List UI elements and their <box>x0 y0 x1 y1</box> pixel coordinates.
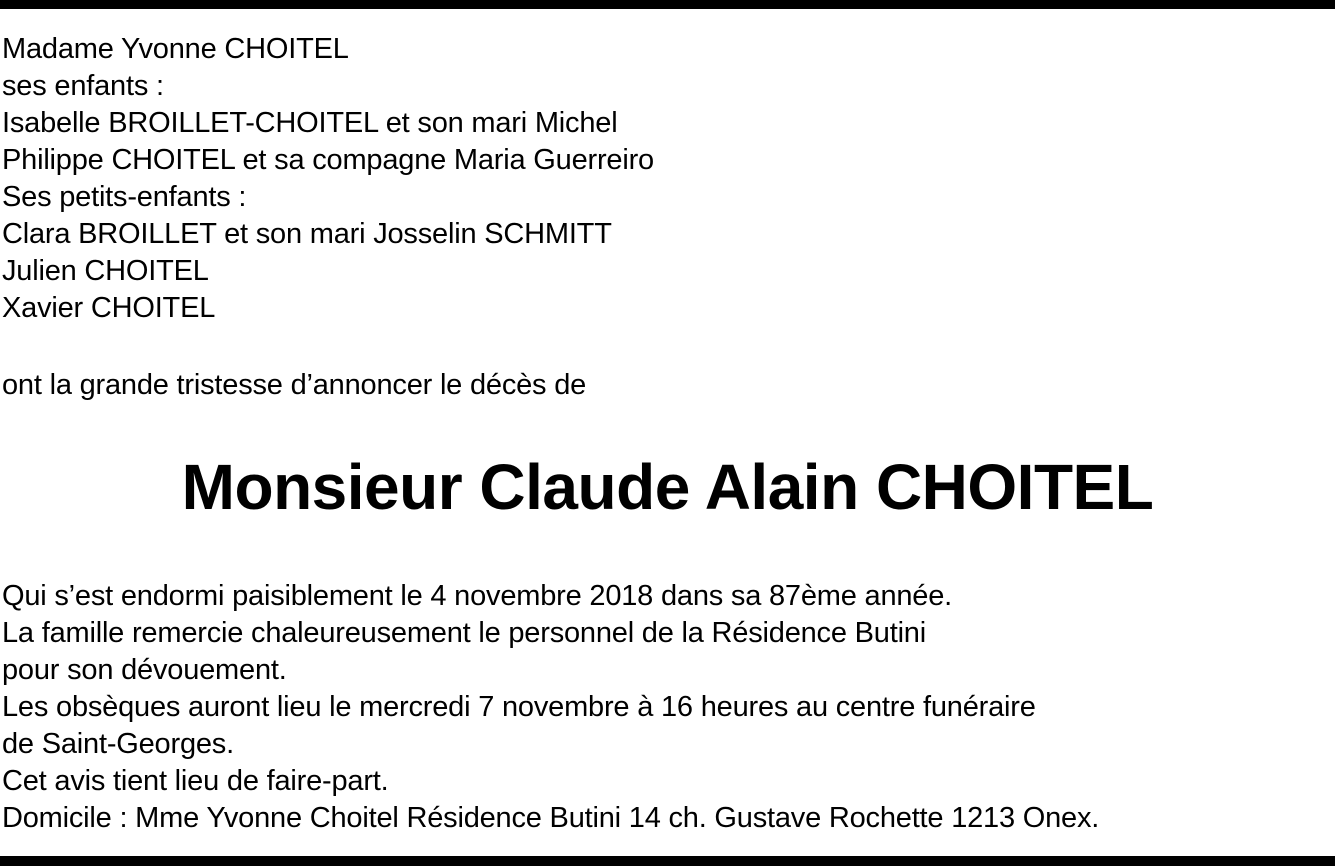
family-list <box>2 31 654 327</box>
bottom-border-rule <box>0 856 1335 866</box>
details-line: pour son dévouement. <box>2 654 287 686</box>
announcement-text <box>2 367 586 404</box>
details-line: Qui s’est endormi paisiblement le 4 novembre 2018 dans sa 87ème année. <box>2 580 953 612</box>
family-line: Isabelle BROILLET-CHOITEL et son mari Michel <box>2 107 618 139</box>
details-line: Domicile : Mme Yvonne Choitel Résidence Butini 14 ch. Gustave Rochette 1213 Onex. <box>2 802 1100 834</box>
details-line: Les obsèques auront lieu le mercredi 7 novembre à 16 heures au centre funéraire <box>2 691 1036 723</box>
family-line: ses enfants : <box>2 70 164 102</box>
family-line: Madame Yvonne CHOITEL <box>2 33 349 65</box>
top-border-rule <box>0 0 1335 9</box>
details-line: La famille remercie chaleureusement le personnel de la Résidence Butini <box>2 617 926 649</box>
family-line: Clara BROILLET et son mari Josselin SCHMITT <box>2 218 612 250</box>
details-paragraph <box>2 578 1099 837</box>
deceased-name-heading: Monsieur Claude Alain CHOITEL <box>181 451 1154 523</box>
announcement-line: ont la grande tristesse d’annoncer le décès de <box>2 369 587 401</box>
family-line: Philippe CHOITEL et sa compagne Maria Guerreiro <box>2 144 654 176</box>
family-line: Xavier CHOITEL <box>2 292 216 324</box>
family-line: Ses petits-enfants : <box>2 181 247 213</box>
details-line: de Saint-Georges. <box>2 728 234 760</box>
family-line: Julien CHOITEL <box>2 255 209 287</box>
details-line: Cet avis tient lieu de faire-part. <box>2 765 389 797</box>
